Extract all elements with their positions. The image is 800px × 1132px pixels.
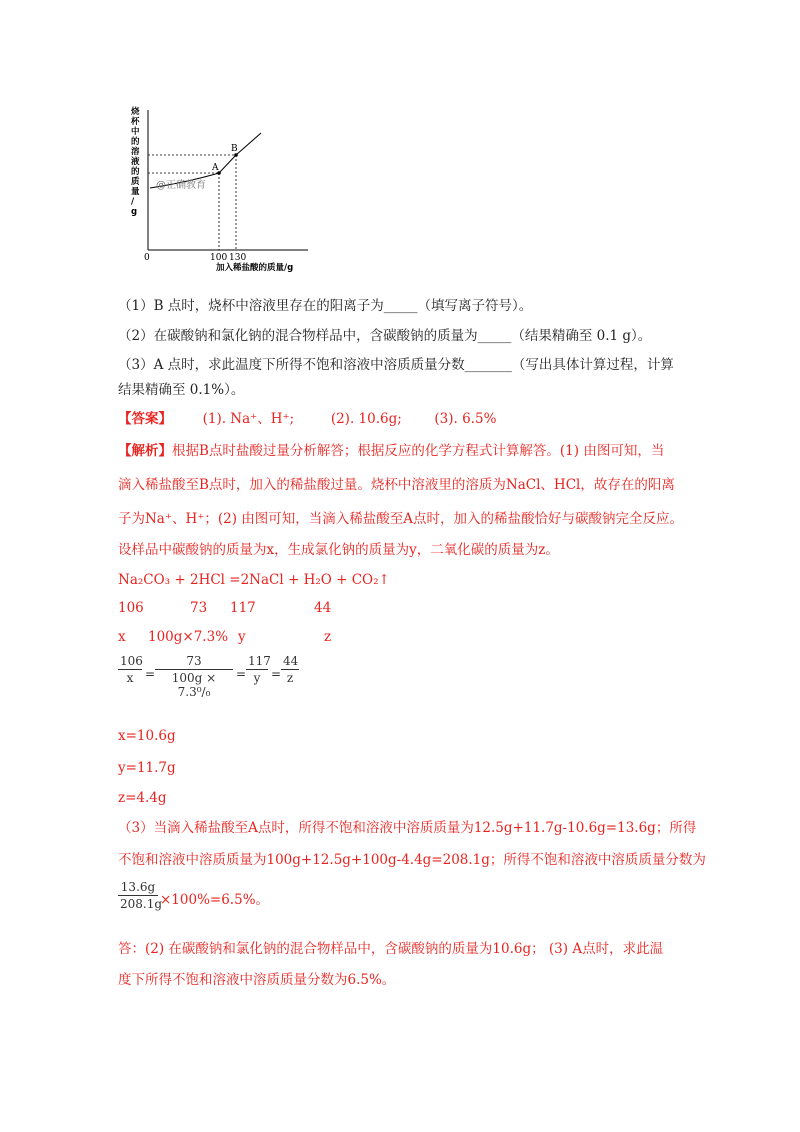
curve-segment-2 [219,155,236,173]
analysis-line-1 [118,441,664,461]
molar-mass-row [118,598,331,618]
result-z: z=4.4g [118,790,167,806]
equals-2: = [236,667,247,681]
equals-3: = [271,667,282,681]
fraction-4-num: 44 [283,654,299,668]
fraction-1 [118,654,142,685]
fraction-1-num: 106 [120,654,143,668]
analysis-line-3: 子为Na⁺、H⁺；(2) 由图可知，当滴入稀盐酸至A点时，加入的稀盐酸恰好与碳酸钠完全反应。 [118,511,684,527]
answer-1: (1). Na⁺、H⁺; [202,411,295,427]
origin-label: 0 [144,253,150,263]
x-tick-130: 130 [229,253,247,263]
watermark: @正确教育 [156,180,206,191]
mass-chart [128,100,313,280]
question-3-line-2: 结果精确至 0.1%）。 [118,382,245,398]
fraction-2 [155,654,233,699]
variable-3: y [238,629,246,645]
conclusion-line-2: 度下所得不饱和溶液中溶质质量分数为6.5%。 [118,972,396,988]
answer-3: (3). 6.5% [434,411,497,427]
x-axis-label: 加入稀盐酸的质量/g [216,263,294,273]
analysis-line-4: 设样品中碳酸钠的质量为x，生成氯化钠的质量为y，二氧化碳的质量为z。 [118,542,559,558]
curve-segment-3 [236,133,261,155]
fraction-4 [281,654,299,685]
result-y: y=11.7g [118,760,176,776]
analysis-line-2: 滴入稀盐酸至B点时，加入的稀盐酸过量。烧杯中溶液里的溶质为NaCl、HCl，故存在的阳离 [118,477,675,493]
fraction-2-num: 73 [186,654,202,668]
point-a-label: A [212,163,219,173]
conclusion-line-1: 答：(2) 在碳酸钠和氯化钠的混合物样品中，含碳酸钠的质量为10.6g； (3) A点时，求此温 [118,941,664,957]
variable-row [118,627,331,647]
point-b-label: B [231,144,238,154]
question-3-line-1: （3）A 点时，求此温度下所得不饱和溶液中溶质质量分数_______（写出具体计算过程，计算 [118,357,674,373]
answer-line [118,409,496,429]
molar-mass-2: 73 [190,600,208,616]
result-x: x=10.6g [118,728,176,744]
variable-4: z [324,629,332,645]
molar-mass-3: 117 [230,600,256,616]
chemical-equation: Na₂CO₃ + 2HCl =2NaCl + H₂O + CO₂↑ [118,572,390,588]
equals-1: = [145,667,156,681]
variable-1: x [118,629,126,645]
fraction-final [118,880,163,911]
fraction-final-den: 208.1g [120,897,163,911]
variable-2: 100g×7.3% [148,629,229,645]
fraction-final-tail: ×100%=6.5%。 [160,892,270,908]
part3-line-1: （3）当滴入稀盐酸至A点时，所得不饱和溶液中溶质质量为12.5g+11.7g-10.6g=13.6g；所得 [118,820,697,836]
fraction-4-den: z [286,671,294,685]
fraction-1-den: x [126,671,134,685]
fraction-3 [246,654,271,685]
analysis-tag: 【解析】 [118,443,172,459]
molar-mass-4: 44 [314,600,332,616]
fraction-3-num: 117 [248,654,271,668]
y-axis-label-text: 烧杯中的溶液的质量/ g [131,107,140,217]
x-tick-100: 100 [210,253,228,263]
fraction-2-den: 100g × 7.3⁰/₀ [171,671,217,699]
fraction-final-num: 13.6g [120,880,156,894]
answer-2: (2). 10.6g; [330,411,402,427]
part3-line-2: 不饱和溶液中溶质质量为100g+12.5g+100g-4.4g=208.1g；所得不饱和溶液中溶质质量分数为 [118,852,706,868]
fraction-3-den: y [253,671,261,685]
analysis-text-1: 根据B点时盐酸过量分析解答；根据反应的化学方程式计算解答。(1) 由图可知，当 [172,443,665,459]
question-1: （1）B 点时，烧杯中溶液里存在的阳离子为_____（填写离子符号）。 [118,298,533,314]
question-2: （2）在碳酸钠和氯化钠的混合物样品中，含碳酸钠的质量为_____（结果精确至 0.1 g）。 [118,328,652,344]
molar-mass-1: 106 [118,600,144,616]
answer-tag: 【答案】 [118,411,172,427]
y-axis-label [130,106,140,217]
